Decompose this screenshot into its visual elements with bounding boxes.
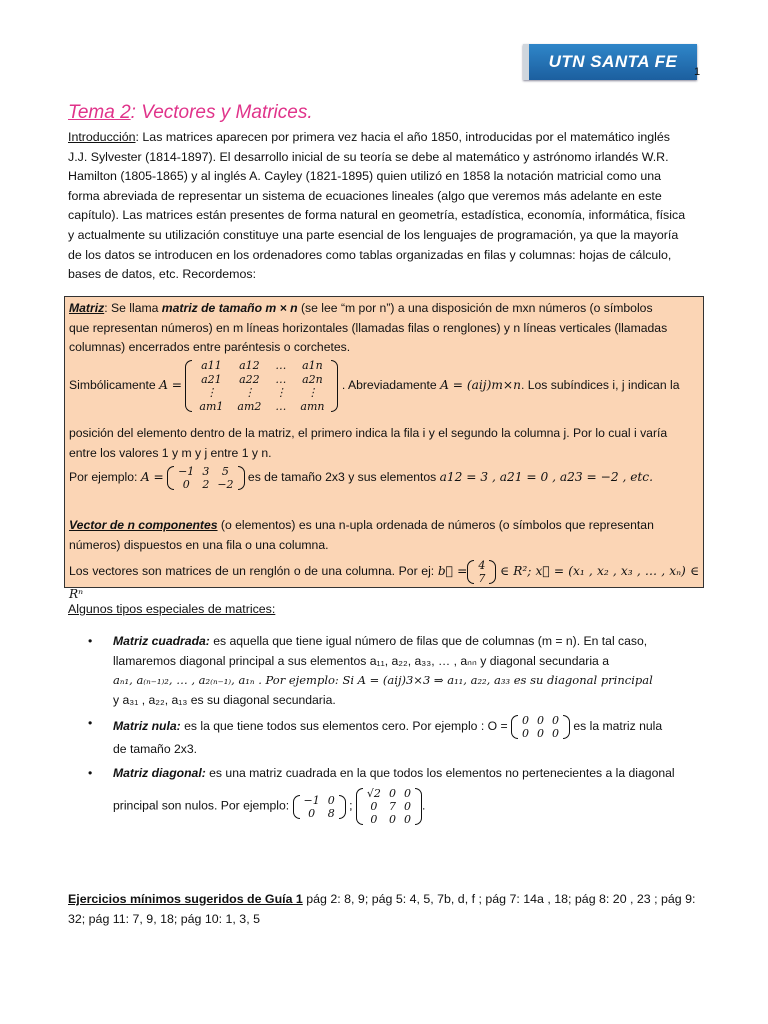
- intro-label: Introducción: [68, 130, 136, 144]
- vectores-rest: ∈ R²; x⃗ = (x₁ , x₂ , x₃ , … , xₙ) ∈ Rⁿ: [69, 564, 699, 601]
- nula-matrix-cell: 0: [536, 714, 544, 727]
- intro-line: capítulo). Las matrices están presentes de forma natural en geometría, estadística, economía, informática, física: [68, 208, 686, 223]
- utn-logo: [523, 44, 697, 80]
- general-matrix-cell: ⋮: [306, 386, 318, 399]
- diag-matrix-2: [356, 787, 422, 826]
- subindex-text: . Los subíndices i, j indican la: [520, 378, 680, 393]
- cuadrada-label: Matriz cuadrada:: [113, 634, 210, 648]
- nula-after: es la matriz nula: [573, 719, 663, 734]
- matriz-label: Matriz: [69, 301, 105, 315]
- diag-matrix-2-cell: 0: [388, 813, 396, 826]
- general-matrix-cell: am1: [199, 399, 224, 413]
- example-matrix-cell: −2: [217, 478, 234, 491]
- vector-b-eq: b⃗ =: [437, 564, 468, 579]
- diagonal-label: Matriz diagonal:: [113, 765, 206, 780]
- nula-text: es la que tiene todos sus elementos cero. Por ejemplo : O =: [180, 719, 508, 734]
- nula-matrix: [511, 714, 570, 740]
- cuadrada-text: aₙ₁, a₍ₙ₋₁₎₂, … , a₂₍ₙ₋₁₎, a₁ₙ . Por ejemplo: Si A = (aij)3×3 ⇒ a₁₁, a₂₂, a₃₃ es su diagonal principal: [113, 673, 653, 687]
- symbolic-line: [69, 359, 699, 413]
- general-matrix-cell: …: [275, 359, 287, 372]
- nula-text: de tamaño 2x3.: [113, 742, 198, 756]
- general-matrix-cell: a22: [239, 372, 260, 386]
- vector-b-cell: 4: [478, 559, 486, 572]
- general-matrix-cell: a12: [239, 359, 260, 372]
- vector-line: números) dispuestos en una fila o una columna.: [69, 537, 329, 552]
- vector-b: [467, 559, 496, 585]
- general-matrix-cell: a11: [201, 359, 222, 372]
- intro-line: y actualmente su utilización constituye una parte esencial de los lenguajes de programación, ya que la mayoría: [68, 227, 679, 242]
- intro-line: bases de datos, etc. Recordemos:: [68, 267, 257, 282]
- general-matrix-cell: a2n: [302, 372, 323, 386]
- diag-matrix-2-cell: 0: [403, 787, 411, 800]
- ejemplo-after: es de tamaño 2x3 y sus elementos: [247, 470, 437, 485]
- vectores-line: [69, 559, 699, 605]
- vector-label: Vector de n componentes: [69, 518, 218, 532]
- diag-matrix-2-cell: 0: [388, 787, 396, 800]
- def-line: que representan números) en m líneas horizontales (llamadas filas o renglones) y n líneas verticales (llamadas: [69, 320, 668, 335]
- vector-def: (o elementos) es una n-upla ordenada de números (o símbolos que representan: [217, 518, 654, 532]
- diag-matrix-2-cell: 7: [388, 800, 396, 813]
- intro-paragraph: Introducción: Las matrices aparecen por primera vez hacia el año 1850, introducidas por el matemático inglés J.J. Sylvester (1814-1897). El desarrollo inicial de su teoría se debe al matemático y astrónomo irlandés W.R. Hamilton (1805-1865) y al inglés A. Cayley (1821-1895) quien utilizó en 1858 la notación matricial como una forma abreviada de representar un sistema de ecuaciones lineales (algo que veremos más adelante en este capítulo). Las matrices están presentes de forma natural en geometría, estadística, economía, informática, física y actualmente su utilización constituye una parte esencial de los lenguajes de programación, ya que la mayoría de los datos se introducen en los ordenadores como tablas organizadas en filas y columnas: hojas de cálculo, bases de datos, etc. Recordemos:: [68, 128, 700, 285]
- diag-sep: ;: [349, 798, 353, 813]
- tipos-list: [88, 632, 702, 826]
- pos-line: posición del elemento dentro de la matriz, el primero indica la fila i y el segundo la columna j. Por lo cual i varía: [69, 426, 668, 440]
- diag-matrix-2-cell: 0: [370, 813, 378, 826]
- abrev-text: . Abreviadamente: [341, 378, 437, 393]
- definition-box: [64, 296, 704, 601]
- diag-matrix-1-cell: 8: [327, 806, 335, 820]
- ejercicios-label: Ejercicios mínimos sugeridos de Guía 1: [68, 892, 303, 906]
- vector-b-cell: 7: [478, 572, 486, 585]
- list-item: [88, 632, 702, 710]
- matriz-definition: [69, 299, 699, 358]
- example-matrix-cell: 2: [202, 478, 210, 491]
- general-matrix-cell: a21: [201, 372, 222, 386]
- tipos-heading: [68, 600, 700, 620]
- list-item: [88, 714, 702, 760]
- cuadrada-text: es aquella que tiene igual número de filas que de columnas (m = n). En tal caso,: [209, 634, 648, 648]
- nula-matrix-cell: 0: [551, 727, 559, 740]
- general-matrix-cell: …: [275, 399, 287, 413]
- diag-end: .: [421, 798, 426, 813]
- tipos-heading-text: Algunos tipos especiales de matrices:: [68, 602, 276, 616]
- diag-matrix-2-cell: √2: [366, 787, 381, 800]
- cuadrada-text: llamaremos diagonal principal a sus elementos a₁₁, a₂₂, a₃₃, … , aₙₙ y diagonal secundaria a: [113, 653, 609, 668]
- def-term: matriz de tamaño m × n: [161, 301, 298, 315]
- intro-line: forma abreviada de representar un sistema de ecuaciones lineales (algo que veremos más adelante en este: [68, 188, 662, 203]
- cuadrada-text: y a₃₁ , a₂₂, a₁₃ es su diagonal secundaria.: [113, 692, 336, 707]
- abrev-expr: A = (aij)m×n: [440, 378, 521, 393]
- ejercicios-paragraph: [68, 890, 700, 929]
- position-lines: [69, 424, 699, 463]
- general-matrix-cell: ⋮: [275, 386, 287, 399]
- diagonal-text: es una matriz cuadrada en la que todos los elementos no pertenecientes a la diagonal: [205, 765, 675, 780]
- simb-label: Simbólicamente: [69, 378, 156, 393]
- a-equals: A =: [159, 378, 182, 393]
- example-matrix-cell: −1: [178, 465, 195, 478]
- diag-matrix-1-cell: 0: [308, 806, 316, 820]
- diag-matrix-2-cell: 0: [370, 800, 378, 813]
- nula-matrix-cell: 0: [521, 727, 529, 740]
- vectores-text: Los vectores son matrices de un renglón o de una columna. Por ej:: [69, 564, 435, 579]
- general-matrix-cell: ⋮: [205, 386, 217, 399]
- example-matrix-cell: 5: [221, 465, 229, 478]
- diag-matrix-1-cell: −1: [303, 793, 320, 807]
- vector-definition: [69, 516, 699, 555]
- general-matrix-cell: am2: [237, 399, 262, 413]
- ejemplo-label: Por ejemplo:: [69, 470, 138, 485]
- diag-matrix-1: [293, 794, 346, 820]
- intro-line: J.J. Sylvester (1814-1897). El desarrollo inicial de su teoría se debe al matemático y astrónomo irlandés W.R.: [68, 149, 669, 164]
- example-line: [69, 465, 699, 491]
- list-item: [88, 764, 702, 827]
- general-matrix-cell: …: [275, 372, 287, 386]
- diagonal-text: principal son nulos. Por ejemplo:: [113, 798, 290, 813]
- logo-text: UTN SANTA FE: [548, 52, 678, 71]
- diag-matrix-2-cell: 0: [403, 813, 411, 826]
- def-text: : Se llama: [104, 301, 162, 315]
- example-matrix-cell: 3: [202, 465, 210, 478]
- title-rest: : Vectores y Matrices.: [130, 102, 313, 123]
- intro-line: Hamilton (1805-1865) y al inglés A. Cayley (1821-1895) quien utilizó en 1858 la notación matricial como una: [68, 169, 662, 184]
- nula-matrix-cell: 0: [536, 727, 544, 740]
- nula-label: Matriz nula:: [113, 719, 181, 734]
- a-equals: A =: [140, 470, 164, 485]
- ejercicios-text: pág 2: 8, 9; pág 5: 4, 5, 7b, d, f ; pág 7: 14a , 18; pág 8: 20 , 23 ; pág 9:: [302, 892, 696, 906]
- general-matrix-cell: amn: [300, 399, 325, 413]
- intro-line: Las matrices aparecen por primera vez hacia el año 1850, introducidas por el matemático inglés: [142, 130, 670, 144]
- page-number: 1: [694, 66, 701, 78]
- diag-matrix-2-cell: 0: [403, 800, 411, 813]
- entre-line: entre los valores 1 y m y j entre 1 y n.: [69, 445, 272, 460]
- ejemplo-values: a12 = 3 , a21 = 0 , a23 = −2 , etc.: [439, 470, 654, 485]
- example-matrix-cell: 0: [182, 478, 190, 491]
- general-matrix-cell: a1n: [302, 359, 323, 372]
- title-prefix: Tema 2: [68, 102, 131, 123]
- example-matrix: [167, 465, 244, 491]
- nula-matrix-cell: 0: [521, 714, 529, 727]
- def-text: (se lee “m por n”) a una disposición de mxn números (o símbolos: [297, 301, 653, 315]
- bullet-icon: •: [88, 716, 93, 730]
- bullet-icon: •: [88, 634, 93, 648]
- ejercicios-text: 32; pág 11: 7, 9, 18; pág 10: 1, 3, 5: [68, 911, 260, 926]
- page-title: [68, 102, 313, 124]
- diag-matrix-1-cell: 0: [327, 793, 335, 807]
- nula-matrix-cell: 0: [551, 714, 559, 727]
- intro-line: de los datos se introducen en los ordenadores como tablas organizadas en filas y columnas: hojas de cálculo,: [68, 247, 672, 262]
- general-matrix-cell: ⋮: [243, 386, 255, 399]
- bullet-icon: •: [88, 765, 93, 780]
- general-matrix: [185, 359, 338, 413]
- def-line: columnas) encerrados entre paréntesis o corchetes.: [69, 340, 351, 354]
